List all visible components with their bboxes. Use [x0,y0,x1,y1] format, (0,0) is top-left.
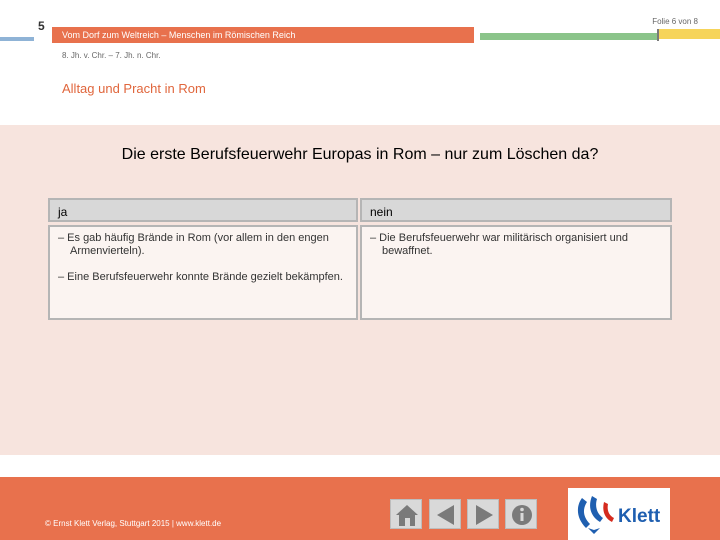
slide-counter: Folie 6 von 8 [652,17,698,26]
yellow-stripe [658,29,720,39]
home-button[interactable] [390,499,422,529]
info-button[interactable] [505,499,537,529]
list-item: – Eine Berufsfeuerwehr konnte Brände gezielt bekämpfen. [58,271,343,283]
chapter-title: Vom Dorf zum Weltreich – Menschen im Römischen Reich [62,30,296,40]
question-title: Die erste Berufsfeuerwehr Europas in Rom – nur zum Löschen da? [121,146,599,163]
logo-text: Klett [618,506,661,527]
previous-button[interactable] [429,499,461,529]
left-stripe [0,37,34,41]
klett-logo-icon [570,488,620,540]
klett-logo [568,488,670,540]
table-cell-ja [48,225,358,320]
copyright-text: © Ernst Klett Verlag, Stuttgart 2015 | www.klett.de [45,519,222,528]
chapter-bar [52,27,474,43]
next-button[interactable] [467,499,499,529]
chapter-number: 5 [38,19,45,33]
list-item: – Es gab häufig Brände in Rom (vor allem in den engen Armenvierteln). [58,232,329,257]
table-header-nein: nein [360,198,672,222]
section-title: Alltag und Pracht in Rom [62,81,206,96]
home-icon [391,500,423,530]
info-icon [506,500,538,530]
previous-icon [430,500,462,530]
table-cell-nein [360,225,672,320]
period-label: 8. Jh. v. Chr. – 7. Jh. n. Chr. [62,51,161,60]
next-icon [468,500,500,530]
stripe-divider [657,29,659,41]
green-stripe [480,33,658,40]
list-item: – Die Berufsfeuerwehr war militärisch organisiert und bewaffnet. [370,232,628,257]
table-header-ja: ja [48,198,358,222]
